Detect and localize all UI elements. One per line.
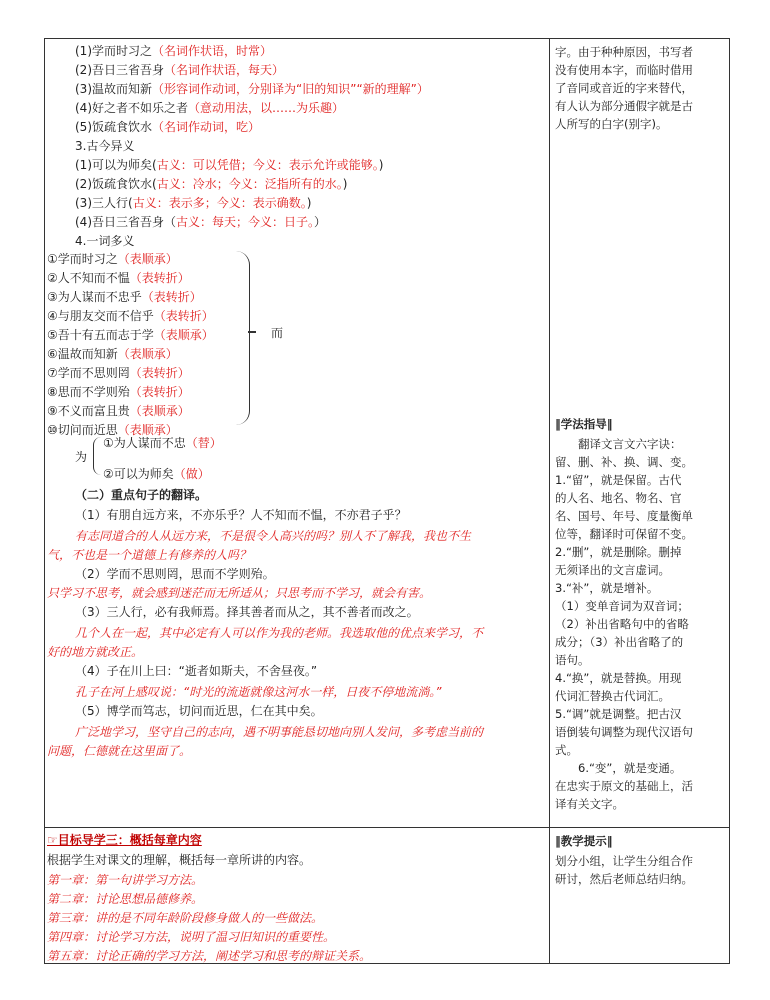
sentence-a-2: 只学习不思考，就会感到迷茫而无所适从；只思考而不学习，就会有害。 — [47, 586, 432, 600]
er-item-2: ②人不知而不愠（表转折） — [47, 271, 190, 285]
wei-item-2: ②可以为师矣（做） — [103, 467, 210, 481]
teaching-tip-body: 划分小组，让学生分组合作 研讨，然后老师总结归纳。 — [555, 854, 693, 886]
chapter-summary-5: 第五章：讨论正确的学习方法，阐述学习和思考的辩证关系。 — [47, 949, 372, 963]
sentence-a-1a: 有志同道合的人从远方来，不是很令人高兴的吗？别人不了解我，我也不生 — [75, 529, 472, 543]
tongjia-note: 字。由于种种原因，书写者 没有使用本字，而临时借用 了音同或音近的字来替代， 有人认为部分通假字就是古 人所写的白字(别字)。 — [555, 45, 693, 131]
usage-line-1: (1)学而时习之（名词作状语，时常） — [75, 44, 273, 58]
section-heading-sentences: （二）重点句子的翻译。 — [75, 488, 208, 502]
sentence-q-4: （4）子在川上曰：“逝者如斯夫，不舍昼夜。” — [75, 664, 318, 678]
usage-line-3: (3)温故而知新（形容词作动词，分别译为“旧的知识”“新的理解”） — [75, 82, 429, 96]
er-item-3: ③为人谋而不忠乎（表转折） — [47, 290, 202, 304]
chapter-summary-1: 第一章：第一句讲学习方法。 — [47, 873, 204, 887]
usage-line-2: (2)吾日三省吾身（名词作状语，每天） — [75, 63, 285, 77]
er-item-8: ⑧思而不学则殆（表转折） — [47, 385, 190, 399]
er-item-4: ④与朋友交而不信乎（表转折） — [47, 309, 214, 323]
er-brace-tip — [248, 331, 256, 333]
teaching-tip-cell — [550, 828, 731, 965]
sentence-q-1: （1）有朋自远方来，不亦乐乎？人不知而不愠，不亦君子乎？ — [75, 508, 407, 522]
er-word: 而 — [271, 326, 284, 340]
gujin-line-1: (1)可以为师矣(古义：可以凭借；今义：表示允许或能够。) — [75, 158, 384, 172]
gujin-line-2: (2)饭疏食饮水(古义：冷水；今义：泛指所有的水。) — [75, 177, 348, 191]
lesson-table — [44, 38, 730, 964]
gujin-line-3: (3)三人行(古义：表示多；今义：表示确数。) — [75, 196, 312, 210]
sentence-q-2: （2）学而不思则罔，思而不学则殆。 — [75, 567, 275, 581]
main-content-cell — [45, 39, 549, 827]
sentence-a-5b: 问题，仁德就在这里面了。 — [47, 744, 192, 758]
sentence-a-3a: 几个人在一起，其中必定有人可以作为我的老师。我选取他的优点来学习，不 — [75, 626, 484, 640]
teaching-tip-title: ‖教学提示‖ — [555, 834, 613, 848]
er-item-1: ①学而时习之（表顺承） — [47, 252, 178, 266]
side-notes-cell — [550, 39, 731, 827]
usage-line-5: (5)饭疏食饮水（名词作动词，吃） — [75, 120, 261, 134]
target-guide-intro: 根据学生对课文的理解，概括每一章所讲的内容。 — [47, 853, 312, 867]
er-item-5: ⑤吾十有五而志于学（表顺承） — [47, 328, 214, 342]
sentence-a-5a: 广泛地学习，坚守自己的志向，遇不明事能恳切地向别人发问，多考虑当前的 — [75, 725, 484, 739]
sentence-q-5: （5）博学而笃志，切问而近思，仁在其中矣。 — [75, 704, 323, 718]
section-heading-gujin: 3.古今异义 — [75, 139, 135, 153]
er-item-9: ⑨不义而富且贵（表顺承） — [47, 404, 190, 418]
wei-brace — [93, 437, 102, 475]
sentence-q-3: （3）三人行，必有我师焉。择其善者而从之，其不善者而改之。 — [75, 605, 419, 619]
gujin-line-4: (4)吾日三省吾身（古义：每天；今义：日子。） — [75, 215, 327, 229]
chapter-summary-4: 第四章：讨论学习方法，说明了温习旧知识的重要性。 — [47, 930, 336, 944]
chapter-summary-2: 第二章：讨论思想品德修养。 — [47, 892, 204, 906]
er-item-7: ⑦学而不思则罔（表转折） — [47, 366, 190, 380]
sentence-a-3b: 好的地方就改正。 — [47, 645, 144, 659]
chapter-summary-3: 第三章：讲的是不同年龄阶段修身做人的一些做法。 — [47, 911, 324, 925]
sentence-a-4: 孔子在河上感叹说：“时光的流逝就像这河水一样，日夜不停地流淌。” — [75, 685, 442, 699]
method-guide-body: 翻译文言文六字诀： 留、删、补、换、调、变。 1.“留”，就是保留。古代 的人名、地名、物名、官 名、国号、年号、度量衡单 位等，翻译时可保留不变。 2.“删”，就是删除。删掉 无须译出的文言虚词。 3.“补”，就是增补。 （1）变单音词为双音词； （2）补出省略句中的省略 成分；（3）补出省略了的 语句。 4.“换”，就是替换。用现 代词汇替换古代词汇。 5.“调”就是调整。把古汉 语倒装句调整为现代汉语句 式。 6.“变”，就是变通。 在忠实于原文的基础上，活 译有关文字。 — [555, 437, 693, 811]
er-brace — [235, 251, 250, 425]
wei-word: 为 — [75, 450, 88, 464]
usage-line-4: (4)好之者不如乐之者（意动用法，以……为乐趣） — [75, 101, 345, 115]
method-guide-title: ‖学法指导‖ — [555, 417, 613, 431]
er-item-10: ⑩切问而近思（表顺承） — [47, 423, 178, 437]
section-heading-yici: 4.一词多义 — [75, 234, 135, 248]
wei-item-1: ①为人谋而不忠（替） — [103, 436, 222, 450]
sentence-a-1b: 气，不也是一个道德上有修养的人吗？ — [47, 548, 252, 562]
target-guide-title: ☞目标导学三：概括每章内容 — [47, 833, 202, 847]
er-item-6: ⑥温故而知新（表顺承） — [47, 347, 178, 361]
target-guide-cell — [45, 828, 549, 965]
